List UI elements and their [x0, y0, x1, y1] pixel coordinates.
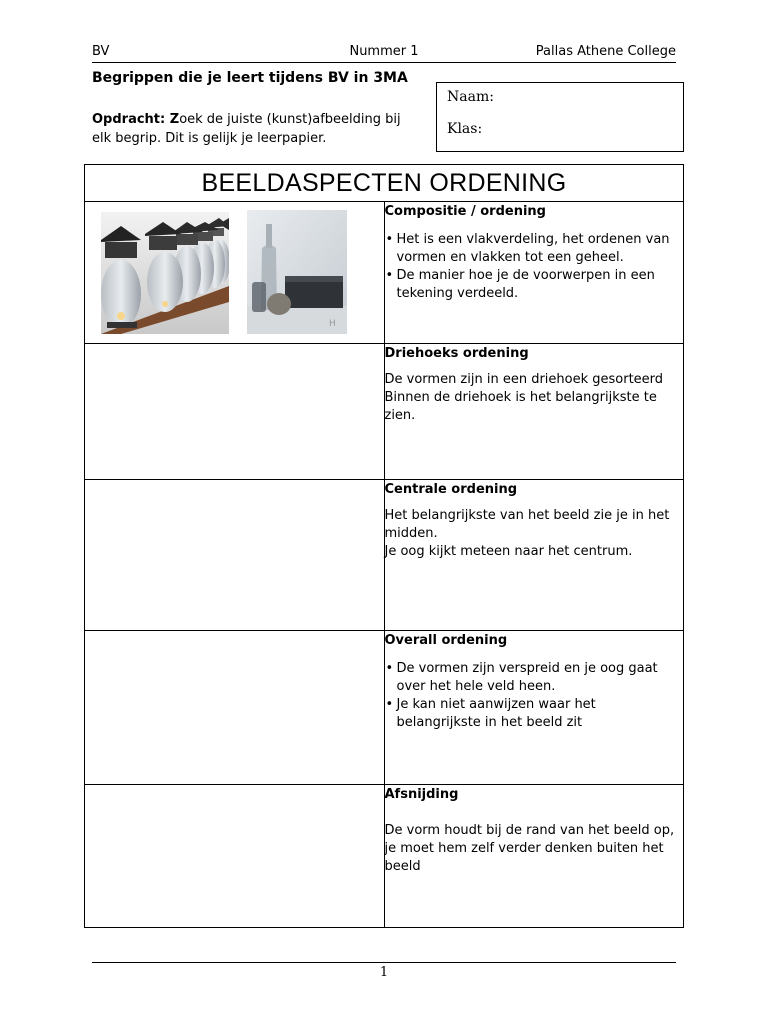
table-row: [85, 344, 684, 480]
definition-line: Het belangrijkste van het beeld zie je in het midden.: [384, 508, 670, 541]
name-label: Naam:: [447, 89, 494, 105]
term-title: Centrale ordening: [384, 482, 518, 497]
definition-list: [385, 660, 684, 732]
term-title: Driehoeks ordening: [384, 346, 529, 361]
table-row: [85, 631, 684, 785]
definition-text: [385, 507, 684, 561]
image-cell: [85, 202, 385, 344]
definition-cell: [384, 344, 684, 480]
table-title: BEELDASPECTEN ORDENING: [85, 165, 684, 202]
term-title: Afsnijding: [384, 787, 459, 802]
definition-cell: [384, 631, 684, 785]
list-item: • De manier hoe je de voorwerpen in een tekening verdeeld.: [397, 267, 684, 303]
table-row: [85, 785, 684, 928]
image-cell: [85, 631, 385, 785]
assignment-label: Opdracht: Z: [92, 112, 180, 127]
class-label: Klas:: [447, 121, 483, 137]
list-item: • Het is een vlakverdeling, het ordenen van vormen en vlakken tot een geheel.: [397, 231, 684, 267]
definition-list: [385, 231, 684, 303]
header-school: Pallas Athene College: [535, 44, 676, 59]
still-life-image: [247, 210, 347, 334]
header-subject: BV: [92, 44, 110, 59]
definition-text: [385, 371, 684, 425]
table-row: [85, 202, 684, 344]
definition-line: Binnen de driehoek is het belangrijkste te zien.: [384, 390, 657, 423]
image-cell: [85, 785, 385, 928]
image-cell: [85, 480, 385, 631]
term-title: Compositie / ordening: [384, 204, 546, 219]
page-number: 1: [379, 965, 389, 980]
list-item: • Je kan niet aanwijzen waar het belangrijkste in het beeld zit: [397, 696, 684, 732]
assignment-text: [92, 110, 422, 148]
definition-cell: [384, 480, 684, 631]
definition-line: De vormen zijn in een driehoek gesorteerd: [384, 372, 664, 387]
term-title: Overall ordening: [384, 633, 508, 648]
footer-divider: [92, 962, 676, 963]
lanterns-image: [101, 212, 229, 334]
concepts-table: [84, 164, 684, 928]
definition-cell: [384, 202, 684, 344]
table-row: [85, 480, 684, 631]
document-subtitle: Begrippen die je leert tijdens BV in 3MA: [92, 70, 408, 86]
definition-cell: [384, 785, 684, 928]
image-cell: [85, 344, 385, 480]
name-class-box: [436, 82, 684, 152]
list-item: • De vormen zijn verspreid en je oog gaat over het hele veld heen.: [397, 660, 684, 696]
definition-text: De vorm houdt bij de rand van het beeld op, je moet hem zelf verder denken buiten het beeld: [384, 823, 675, 874]
definition-line: Je oog kijkt meteen naar het centrum.: [384, 544, 633, 559]
page-header: [92, 44, 676, 63]
svg-text:H: H: [329, 319, 336, 329]
header-number: Nummer 1: [349, 44, 419, 59]
assignment-body: oek de juiste (kunst)afbeelding bij elk begrip. Dit is gelijk je leerpapier.: [92, 112, 401, 146]
